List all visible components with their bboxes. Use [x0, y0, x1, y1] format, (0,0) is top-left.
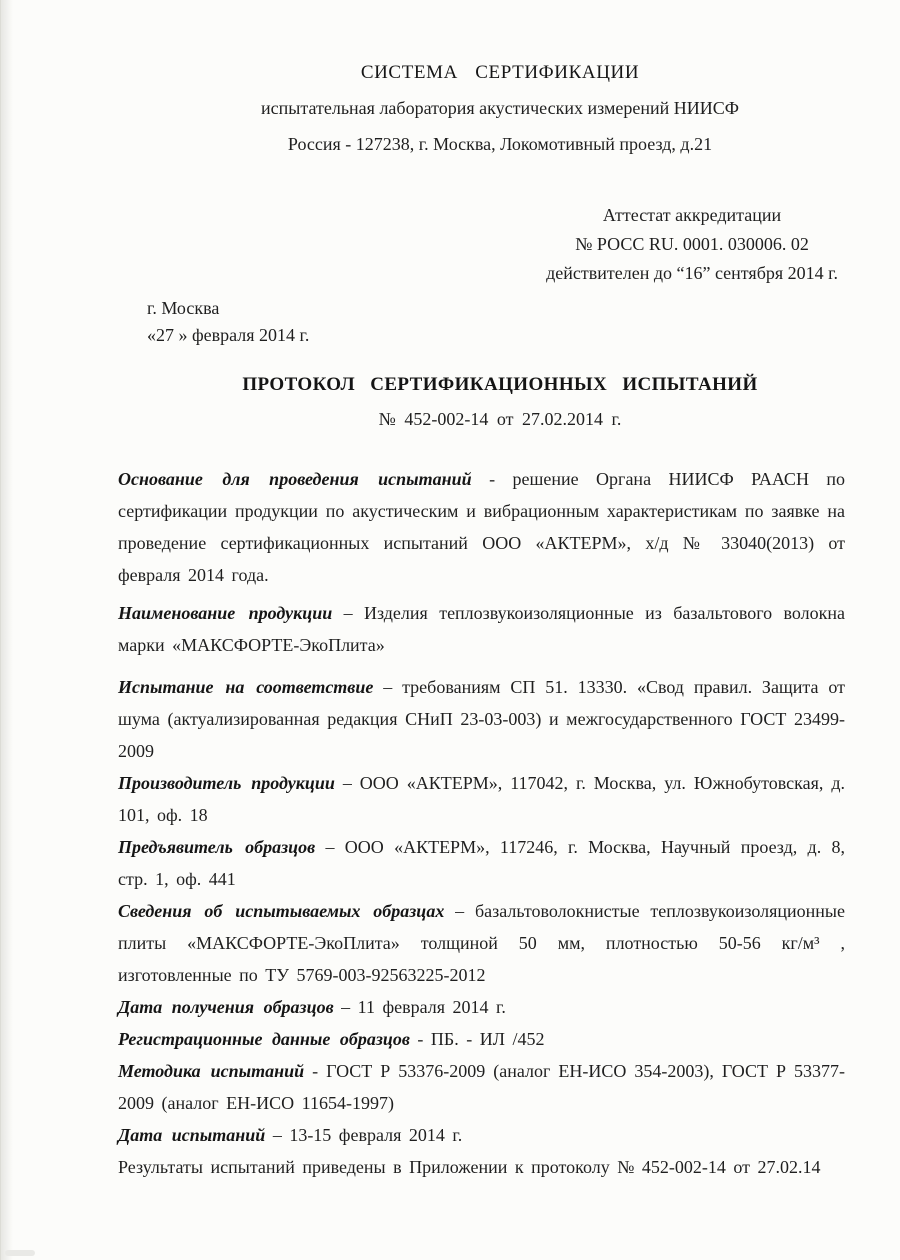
paragraph-text: – требованиям СП 51. 13330. «Свод правил. Защита от шума (актуализированная редакция СНиП 23-03-003) и межгосударственного ГОСТ 23499-2009 [118, 677, 845, 761]
paragraph-label: Методика испытаний [118, 1061, 305, 1081]
paragraph-receipt-date [118, 991, 845, 1023]
paragraph-text: - ПБ. - ИЛ /452 [409, 1029, 545, 1049]
paragraph-label: Основание для проведения испытаний [118, 469, 472, 489]
paragraph-sample-presenter [118, 831, 845, 895]
paragraph-test-method [118, 1055, 845, 1119]
paragraph-text: – 11 февраля 2014 г. [333, 997, 506, 1017]
paragraph-text: – Изделия теплозвукоизоляционные из базальтового волокна марки «МАКСФОРТЕ-ЭкоПлита» [118, 603, 845, 655]
accreditation-title: Аттестат аккредитации [602, 205, 782, 225]
paragraph-basis [118, 463, 845, 591]
place-date-block [147, 295, 900, 349]
document-header [100, 0, 900, 155]
paragraph-label: Наименование продукции [118, 603, 333, 623]
paragraph-label: Дата получения образцов [118, 997, 334, 1017]
accreditation-block [546, 201, 838, 288]
paragraph-text: – ООО «АКТЕРМ», 117042, г. Москва, ул. Южнобутовская, д. 101, оф. 18 [118, 773, 845, 825]
paragraph-text: - решение Органа НИИСФ РААСН по сертификации продукции по акустическим и вибрационным характеристикам по заявке на проведение сертификационных испытаний ООО «АКТЕРМ», х/д № 33040(2013) от февраля 2014 года. [118, 469, 845, 585]
paragraph-label: Сведения об испытываемых образцах [118, 901, 445, 921]
scan-smudge-artifact [5, 1250, 35, 1256]
paragraph-label: Предъявитель образцов [118, 837, 316, 857]
paragraph-samples-info [118, 895, 845, 991]
laboratory-address: Россия - 127238, г. Москва, Локомотивный проезд, д.21 [287, 134, 713, 154]
closing-line: Результаты испытаний приведены в Приложении к протоколу № 452-002-14 от 27.02.14 [118, 1157, 821, 1177]
paragraph-manufacturer [118, 767, 845, 831]
paragraph-text: – ООО «АКТЕРМ», 117246, г. Москва, Научный проезд, д. 8, стр. 1, оф. 441 [118, 837, 845, 889]
certification-system-title: СИСТЕМА СЕРТИФИКАЦИИ [360, 62, 640, 83]
paragraph-label: Регистрационные данные образцов [118, 1029, 410, 1049]
accreditation-number: № РОСС RU. 0001. 030006. 02 [575, 234, 809, 254]
paragraph-text: – 13-15 февраля 2014 г. [265, 1125, 463, 1145]
protocol-number: № 452-002-14 от 27.02.2014 г. [378, 409, 622, 429]
paragraph-text: - ГОСТ Р 53376-2009 (аналог ЕН-ИСО 354-2003), ГОСТ Р 53377-2009 (аналог ЕН-ИСО 11654-1997) [118, 1061, 845, 1113]
document-city: г. Москва [147, 298, 220, 318]
paragraph-label: Испытание на соответствие [118, 677, 374, 697]
accreditation-validity: действителен до “16” сентября 2014 г. [546, 263, 838, 283]
laboratory-name: испытательная лаборатория акустических измерений НИИСФ [261, 98, 739, 118]
paragraph-product-name [118, 597, 845, 661]
protocol-title: ПРОТОКОЛ СЕРТИФИКАЦИОННЫХ ИСПЫТАНИЙ [242, 374, 758, 395]
scan-edge-artifact [0, 0, 13, 1260]
paragraph-compliance [118, 671, 845, 767]
paragraph-label: Производитель продукции [118, 773, 335, 793]
title-block [100, 374, 900, 430]
paragraph-text: – базальтоволокнистые теплозвукоизоляционные плиты «МАКСФОРТЕ-ЭкоПлита» толщиной 50 мм, плотностью 50-56 кг/м³ , изготовленные по ТУ 5769-003-92563225-2012 [118, 901, 845, 985]
document-body [118, 463, 845, 1183]
paragraph-test-date [118, 1119, 845, 1151]
paragraph-label: Дата испытаний [118, 1125, 266, 1145]
paragraph-registration-data [118, 1023, 845, 1055]
document-date: «27 » февраля 2014 г. [147, 325, 310, 345]
